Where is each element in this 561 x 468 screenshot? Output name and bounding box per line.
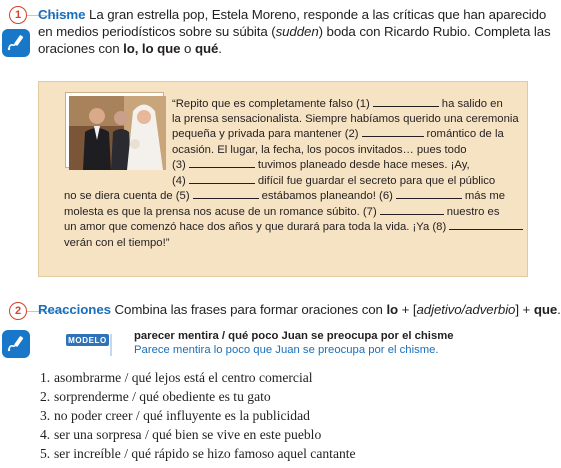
- instr-line3-bold2: qué: [194, 41, 219, 56]
- item-text: no poder creer / qué influyente es la publicidad: [54, 408, 310, 424]
- quote-l10: verán con el tiempo!”: [64, 237, 170, 249]
- quote-l8b: nuestro es: [446, 206, 500, 218]
- instr-line3b: o: [180, 41, 195, 56]
- quote-l3b: romántico de la: [426, 128, 504, 140]
- item-text: ser una sorpresa / qué bien se vive en este pueblo: [54, 427, 322, 443]
- exercise-number-badge: 1: [9, 6, 27, 24]
- instr-line2b: ) boda con Ricardo Rubio. Completa las: [318, 24, 551, 39]
- wedding-photo: [66, 93, 163, 167]
- modelo-divider: [110, 334, 112, 356]
- quote-l5a: (3): [172, 159, 186, 171]
- blank-7[interactable]: [380, 214, 444, 215]
- instr-line3a: oraciones con: [38, 41, 124, 56]
- quote-l7a: no se diera cuenta de (5): [64, 190, 190, 202]
- item-number: 2.: [40, 389, 51, 405]
- ex2-instr-bold1: lo: [386, 302, 399, 317]
- quote-l9a: un amor que comenzó hace dos años y que durará para toda la vida. ¡Ya (8): [64, 221, 447, 233]
- quote-l8a: molesta es que la prensa nos acuse de un romance súbito. (7): [64, 206, 377, 218]
- activity-pencil-icon[interactable]: [2, 330, 30, 358]
- ex2-instr-a: Combina las frases para formar oraciones con: [114, 302, 387, 317]
- quote-l6b: difícil fue guardar el secreto para que el público: [257, 175, 496, 187]
- item-text: sorprenderme / qué obediente es tu gato: [54, 389, 271, 405]
- instr-line3-bold: lo, lo que: [123, 41, 181, 56]
- item-text: ser increíble / qué rápido se hizo famoso aquel cantante: [54, 446, 356, 462]
- modelo-label: MODELO: [66, 334, 109, 346]
- list-item: [40, 444, 356, 463]
- instr-line1: La gran estrella pop, Estela Moreno, responde a las críticas que han aparecido: [89, 7, 547, 22]
- item-text: asombrarme / qué lejos está el centro comercial: [54, 370, 313, 385]
- quote-l7b: estábamos planeando! (6): [261, 190, 393, 202]
- item-number: 5.: [40, 446, 51, 462]
- quote-l1b: ha salido en: [441, 98, 503, 110]
- blank-2[interactable]: [362, 136, 424, 137]
- ex2-instr-c: ] +: [515, 302, 534, 317]
- model-answer: Parece mentira lo poco que Juan se preocupa por el chisme.: [134, 344, 439, 356]
- exercise2-title: Reacciones: [38, 302, 111, 317]
- list-item: [40, 406, 356, 425]
- blank-4[interactable]: [189, 183, 255, 184]
- quote-l5b: tuvimos planeado desde hace meses. ¡Ay,: [257, 159, 470, 171]
- ex2-instr-d: .: [557, 302, 561, 317]
- ex2-instr-bold2: que: [533, 302, 558, 317]
- list-item: [40, 425, 356, 444]
- blank-6[interactable]: [396, 198, 462, 199]
- quote-l2: la prensa sensacionalista. Siempre habíamos querido una ceremonia: [172, 113, 519, 125]
- item-number: 4.: [40, 427, 51, 443]
- list-item: [40, 368, 356, 387]
- activity-pencil-icon[interactable]: [2, 29, 30, 57]
- item-number: 1.: [40, 370, 51, 385]
- ex2-instr-b: + [: [398, 302, 417, 317]
- blank-5[interactable]: [193, 198, 259, 199]
- exercise1-title: Chisme: [38, 7, 86, 22]
- instr-line3c: .: [218, 41, 222, 56]
- model-prompt: parecer mentira / qué poco Juan se preocupa por el chisme: [134, 330, 454, 342]
- blank-8[interactable]: [449, 229, 523, 230]
- quote-l6a: (4): [172, 175, 186, 187]
- instr-line2a: en medios periodísticos sobre su súbita (: [38, 24, 276, 39]
- quote-l4: ocasión. El lugar, la fecha, los pocos invitados… pues todo: [172, 144, 467, 156]
- exercise1-instructions: [38, 6, 551, 57]
- blank-1[interactable]: [373, 106, 439, 107]
- exercise2-instructions: [38, 301, 561, 318]
- quote-l1a: “Repito que es completamente falso (1): [172, 98, 370, 110]
- instr-line2-italic: sudden: [275, 24, 319, 39]
- exercise-number-badge: 2: [9, 302, 27, 320]
- blank-3[interactable]: [189, 167, 255, 168]
- quote-l3a: pequeña y privada para mantener (2): [172, 128, 359, 140]
- item-number: 3.: [40, 408, 51, 424]
- quote-l7c: más me: [464, 190, 506, 202]
- list-item: [40, 387, 356, 406]
- exercise2-item-list: [40, 368, 356, 463]
- ex2-instr-italic: adjetivo/adverbio: [416, 302, 516, 317]
